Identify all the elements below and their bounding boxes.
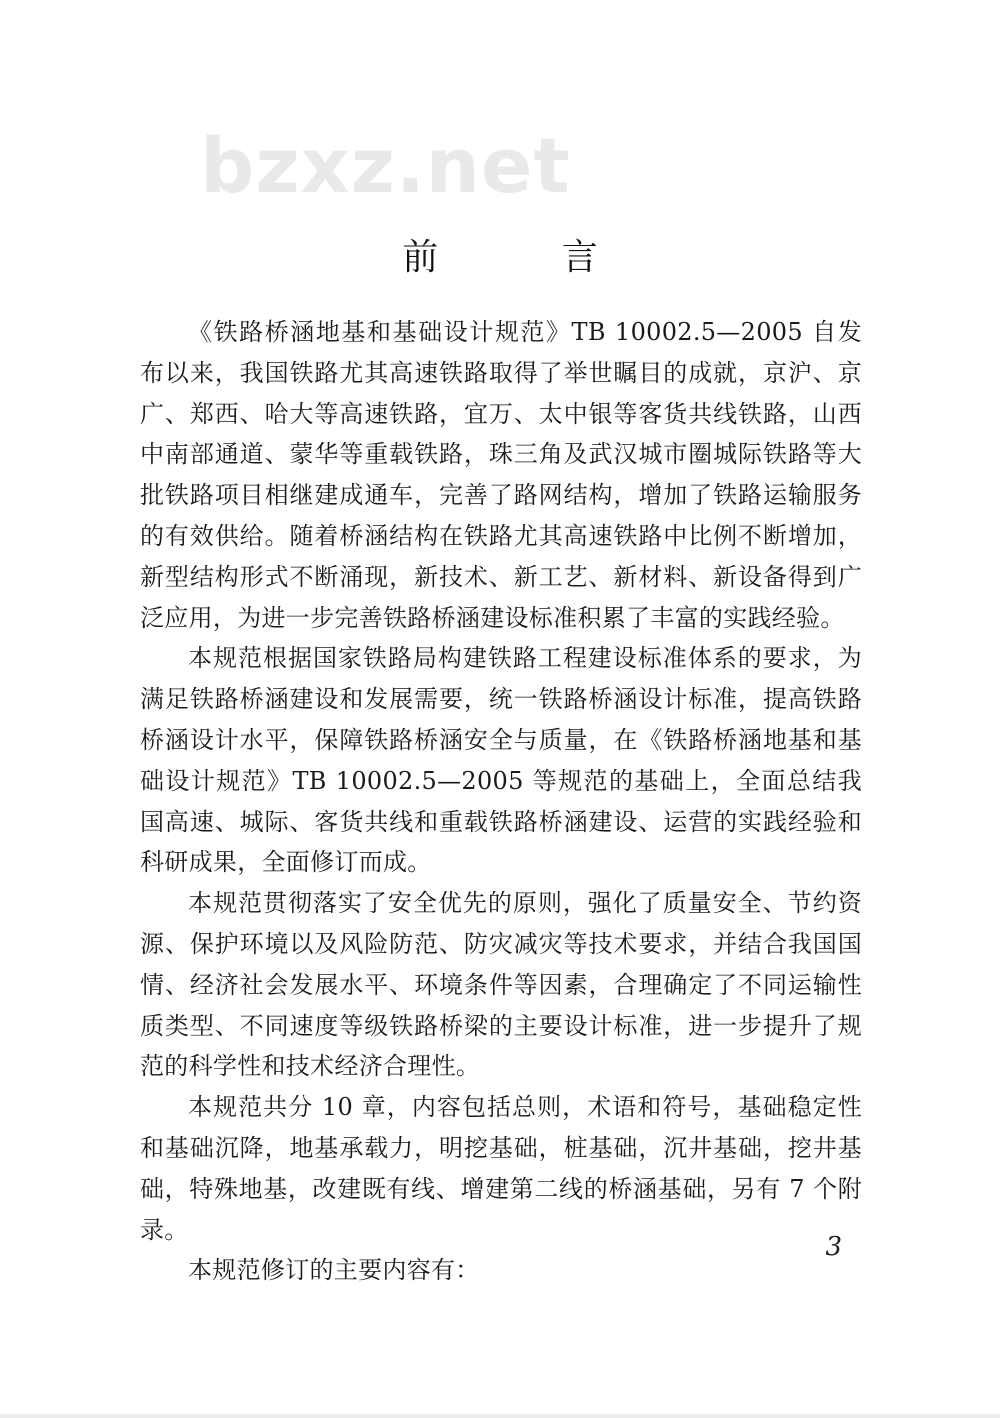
paragraph-1: 《铁路桥涵地基和基础设计规范》TB 10002.5—2005 自发布以来，我国铁路尤其高速铁路取得了举世瞩目的成就，京沪、京广、郑西、哈大等高速铁路，宜万、太中银等客货共线铁路，山西中南部通道、蒙华等重载铁路，珠三角及武汉城市圈城际铁路等大批铁路项目相继建成通车，完善了路网结构，增加了铁路运输服务的有效供给。随着桥涵结构在铁路尤其高速铁路中比例不断增加，新型结构形式不断涌现，新技术、新工艺、新材料、新设备得到广泛应用，为进一步完善铁路桥涵建设标准积累了丰富的实践经验。: [140, 318, 862, 632]
page-title: 前 言: [402, 237, 654, 278]
paragraph-4: 本规范共分 10 章，内容包括总则，术语和符号，基础稳定性和基础沉降，地基承载力，明挖基础，桩基础，沉井基础，挖井基础，特殊地基，改建既有线、增建第二线的桥涵基础，另有 7 个附录。: [140, 1093, 862, 1244]
watermark: bzxz.net: [200, 121, 571, 210]
page-edge: [0, 1414, 1000, 1418]
page-number: 3: [825, 1232, 842, 1262]
paragraph-5: 本规范修订的主要内容有：: [188, 1256, 480, 1285]
body-text: [140, 312, 862, 1291]
paragraph-2: 本规范根据国家铁路局构建铁路工程建设标准体系的要求，为满足铁路桥涵建设和发展需要，统一铁路桥涵设计标准，提高铁路桥涵设计水平，保障铁路桥涵安全与质量，在《铁路桥涵地基和基础设计规范》TB 10002.5—2005 等规范的基础上，全面总结我国高速、城际、客货共线和重载铁路桥涵建设、运营的实践经验和科研成果，全面修订而成。: [140, 644, 862, 877]
paragraph-3: 本规范贯彻落实了安全优先的原则，强化了质量安全、节约资源、保护环境以及风险防范、防灾减灾等技术要求，并结合我国国情、经济社会发展水平、环境条件等因素，合理确定了不同运输性质类型、不同速度等级铁路桥梁的主要设计标准，进一步提升了规范的科学性和技术经济合理性。: [140, 889, 862, 1081]
